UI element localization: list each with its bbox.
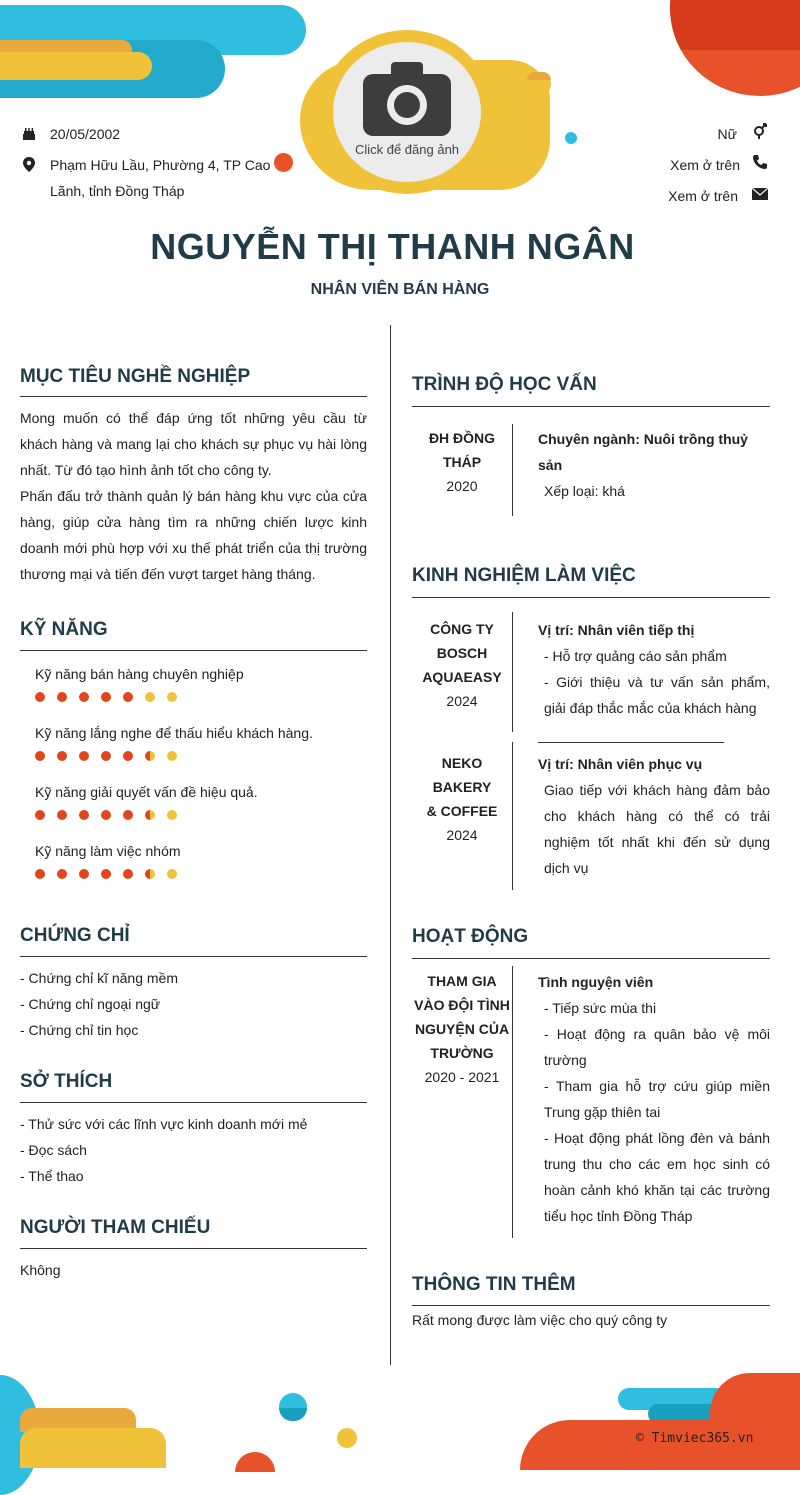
job-desc: Giao tiếp với khách hàng đảm bảo cho khách hàng có thể có trải nghiệm tốt nhất khi đến sử dụng dịch vụ: [544, 782, 770, 876]
full-name: NGUYỄN THỊ THANH NGÂN: [150, 226, 635, 267]
certificates-underline: [20, 956, 367, 957]
skill-dot: [145, 810, 155, 820]
address-line1: Phạm Hữu Lầu, Phường 4, TP Cao: [50, 157, 271, 173]
company-line: & COFFEE: [426, 803, 498, 819]
org-line: NGUYỆN CỦA: [414, 1021, 510, 1037]
skill-dot: [145, 751, 155, 761]
education-divider: [512, 424, 513, 516]
hobby-item: - Thử sức với các lĩnh vực kinh doanh mới mẻ: [20, 1116, 308, 1132]
skill-dot: [101, 810, 111, 820]
top-right-circle: [670, 0, 800, 96]
certificate-item: - Chứng chỉ ngoại ngữ: [20, 996, 161, 1012]
bottom-dot-orange: [235, 1452, 275, 1472]
certificates-title: CHỨNG CHỈ: [20, 925, 130, 946]
skill-label: Kỹ năng bán hàng chuyên nghiệp: [35, 666, 244, 682]
skill-dot: [35, 810, 45, 820]
dot-orange-left: [274, 153, 293, 172]
skills-title: KỸ NĂNG: [20, 619, 108, 640]
skill-dot: [57, 869, 67, 879]
gender-icon: [751, 122, 769, 140]
job-year: 2024: [446, 693, 478, 709]
activity-detail: [538, 969, 770, 1229]
skill-dot: [79, 810, 89, 820]
hobby-item: - Đọc sách: [20, 1142, 87, 1158]
skill-dot: [35, 692, 45, 702]
skill-label: Kỹ năng lắng nghe để thấu hiểu khách hàng.: [35, 725, 313, 741]
education-grade: Xếp loại: khá: [544, 483, 625, 499]
skill-rating: [35, 869, 177, 879]
activities-underline: [412, 958, 770, 959]
address-line2: Lãnh, tỉnh Đồng Tháp: [50, 183, 185, 199]
objective-title: MỤC TIÊU NGHỀ NGHIỆP: [20, 366, 251, 387]
job-detail: [538, 617, 770, 721]
skill-dot: [35, 869, 45, 879]
extra-title: THÔNG TIN THÊM: [412, 1274, 576, 1295]
skill-dot: [101, 692, 111, 702]
skill-dot: [167, 751, 177, 761]
skill-dot: [79, 869, 89, 879]
job-company: [412, 617, 512, 713]
job-separator: [538, 742, 724, 743]
camera-icon: [363, 60, 451, 138]
skill-rating: [35, 692, 177, 702]
company-line: CÔNG TY: [430, 621, 494, 637]
skill-dot: [57, 751, 67, 761]
skill-dot: [35, 751, 45, 761]
skill-dot: [167, 810, 177, 820]
job-company: [412, 751, 512, 847]
skill-label: Kỹ năng giải quyết vấn đề hiệu quả.: [35, 784, 258, 800]
phone: Xem ở trên: [670, 157, 740, 173]
skill-dot: [145, 869, 155, 879]
education-school: [412, 426, 512, 498]
activity-desc: - Hoạt động ra quân bảo vệ môi trường: [544, 1026, 770, 1068]
skill-dot: [57, 810, 67, 820]
email: Xem ở trên: [668, 188, 738, 204]
birthday-cake-icon: [20, 125, 38, 143]
job-divider: [512, 612, 513, 732]
education-year: 2020: [446, 478, 478, 494]
gender: Nữ: [717, 126, 737, 142]
blob-small-orange-top: [527, 72, 551, 80]
dot-blue-right: [565, 132, 577, 144]
skill-dot: [123, 810, 133, 820]
birthday: 20/05/2002: [50, 126, 121, 142]
school-line: THÁP: [442, 454, 482, 470]
job-detail: [538, 751, 770, 881]
skill-dot: [123, 751, 133, 761]
experience-underline: [412, 597, 770, 598]
org-line: THAM GIA: [427, 973, 497, 989]
activity-divider: [512, 966, 513, 1238]
skill-dot: [101, 751, 111, 761]
references-text: Không: [20, 1262, 61, 1278]
top-left-cloud-yellow: [0, 52, 152, 80]
email-icon: [751, 185, 769, 203]
column-divider: [390, 325, 391, 1365]
skill-dot: [145, 692, 155, 702]
company-line: BOSCH: [436, 645, 488, 661]
objective-paragraph-2: Phấn đấu trở thành quản lý bán hàng khu vực của cửa hàng, giúp cửa hàng tìm ra những chiến lược kinh doanh mới phù hợp với xu thế phát triển của thị trường thương mại và tiến đến vượt target hàng tháng.: [20, 488, 367, 582]
copyright: © Timviec365.vn: [636, 1431, 754, 1446]
location-pin-icon: [20, 156, 38, 174]
education-detail: [538, 426, 770, 504]
skill-dot: [57, 692, 67, 702]
certificate-item: - Chứng chỉ kĩ năng mềm: [20, 970, 178, 986]
activity-org: [412, 969, 512, 1089]
bottom-left-cloud-yellow: [20, 1428, 166, 1468]
company-line: AQUAEASY: [422, 669, 502, 685]
activity-desc: - Hoạt động phát lồng đèn và bánh trung thu cho các em học sinh có hoàn cảnh khó khăn tại các trường tiểu học tỉnh Đồng Tháp: [544, 1130, 770, 1224]
activities-title: HOẠT ĐỘNG: [412, 926, 529, 947]
extra-text: Rất mong được làm việc cho quý công ty: [412, 1312, 668, 1328]
skill-dot: [167, 692, 177, 702]
company-line: NEKO BAKERY: [432, 755, 492, 795]
skill-dot: [123, 869, 133, 879]
education-title: TRÌNH ĐỘ HỌC VẤN: [412, 374, 597, 395]
bottom-dot-yellow: [337, 1428, 357, 1448]
activity-desc: - Tiếp sức mùa thi: [544, 1000, 657, 1016]
phone-icon: [751, 153, 769, 171]
references-title: NGƯỜI THAM CHIẾU: [20, 1217, 211, 1238]
activity-years: 2020 - 2021: [424, 1069, 500, 1085]
photo-upload[interactable]: [333, 42, 481, 182]
bottom-dot-blue-shade: [279, 1408, 307, 1421]
education-major: Chuyên ngành: Nuôi trồng thuỷ sản: [538, 431, 748, 473]
skill-dot: [79, 751, 89, 761]
photo-label: Click để đăng ảnh: [354, 142, 460, 157]
skill-rating: [35, 810, 177, 820]
hobbies-title: SỞ THÍCH: [20, 1071, 113, 1092]
job-divider: [512, 742, 513, 890]
job-desc: - Giới thiệu và tư vấn sản phẩm, giải đáp thắc mắc của khách hàng: [544, 674, 770, 716]
job-year: 2024: [446, 827, 478, 843]
activity-desc: - Tham gia hỗ trợ cứu giúp miền Trung gặp thiên tai: [544, 1078, 770, 1120]
org-line: VÀO ĐỘI TÌNH: [414, 997, 510, 1013]
experience-title: KINH NGHIỆM LÀM VIỆC: [412, 565, 636, 586]
skills-underline: [20, 650, 367, 651]
job-role: Vị trí: Nhân viên tiếp thị: [538, 622, 695, 638]
skill-dot: [123, 692, 133, 702]
skill-rating: [35, 751, 177, 761]
job-desc: - Hỗ trợ quảng cáo sản phẩm: [544, 648, 727, 664]
objective-paragraph-1: Mong muốn có thể đáp ứng tốt những yêu cầu từ khách hàng và mang lại cho khách sự phục vụ hài lòng nhất. Từ đó tạo hình ảnh tốt cho công ty.: [20, 410, 367, 478]
extra-underline: [412, 1305, 770, 1306]
skill-dot: [101, 869, 111, 879]
activity-role: Tình nguyện viên: [538, 974, 654, 990]
education-underline: [412, 406, 770, 407]
references-underline: [20, 1248, 367, 1249]
org-line: TRƯỜNG: [430, 1045, 494, 1061]
skill-label: Kỹ năng làm việc nhóm: [35, 843, 181, 859]
certificate-item: - Chứng chỉ tin học: [20, 1022, 139, 1038]
hobbies-underline: [20, 1102, 367, 1103]
job-position: NHÂN VIÊN BÁN HÀNG: [310, 281, 490, 298]
skill-dot: [79, 692, 89, 702]
hobby-item: - Thể thao: [20, 1168, 84, 1184]
objective-underline: [20, 396, 367, 397]
job-role: Vị trí: Nhân viên phục vụ: [538, 756, 703, 772]
skill-dot: [167, 869, 177, 879]
school-line: ĐH ĐỒNG: [428, 430, 496, 446]
